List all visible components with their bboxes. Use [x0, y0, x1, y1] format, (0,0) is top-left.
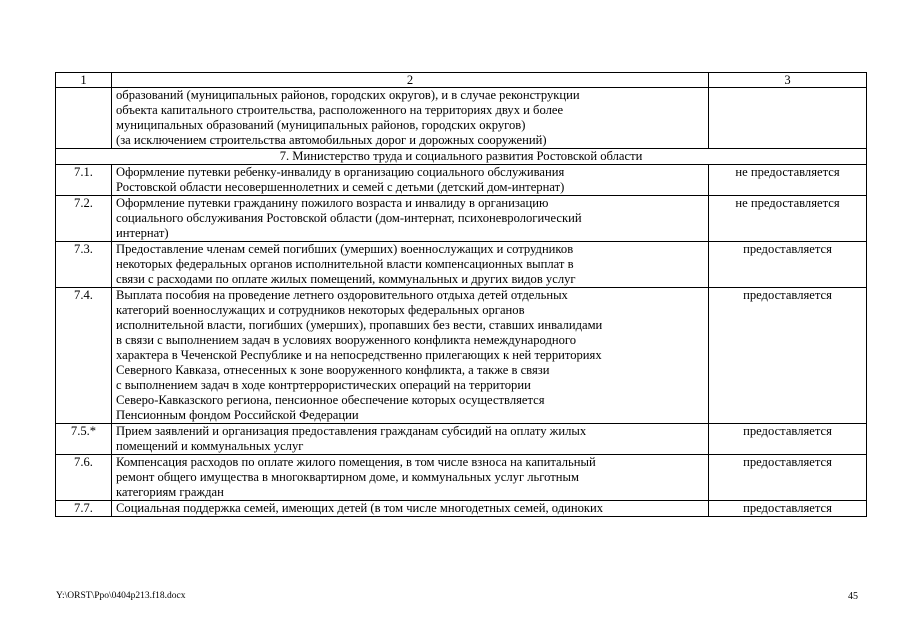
table-row — [56, 165, 867, 196]
continuation-num-cell — [56, 88, 112, 149]
row-text: Социальная поддержка семей, имеющих детей (в том числе многодетных семей, одиноких — [112, 501, 709, 517]
row-text: Предоставление членам семей погибших (умерших) военнослужащих и сотрудников некоторых федеральных органов исполнительной власти компенсационных выплат в связи с расходами по оплате жилых помещений, коммунальных и других видов услуг — [112, 242, 709, 288]
row-number: 7.7. — [56, 501, 112, 517]
row-number: 7.3. — [56, 242, 112, 288]
services-table — [55, 72, 867, 517]
row-status: предоставляется — [709, 424, 867, 455]
row-status: не предоставляется — [709, 165, 867, 196]
table-row — [56, 288, 867, 424]
header-col-1: 1 — [56, 73, 112, 88]
row-number: 7.6. — [56, 455, 112, 501]
row-status: предоставляется — [709, 242, 867, 288]
header-col-2: 2 — [112, 73, 709, 88]
row-text: Оформление путевки гражданину пожилого возраста и инвалиду в организацию социального обслуживания Ростовской области (дом-интернат, психоневрологический интернат) — [112, 196, 709, 242]
row-status: предоставляется — [709, 288, 867, 424]
row-number: 7.5.* — [56, 424, 112, 455]
continuation-text: образований (муниципальных районов, городских округов), и в случае реконструкции объекта капитального строительства, расположенного на территориях двух и более муниципальных образований (муниципальных районов, городских округов) (за исключением строительства автомобильных дорог и дорожных сооружений) — [112, 88, 709, 149]
section-row — [56, 149, 867, 165]
row-text: Выплата пособия на проведение летнего оздоровительного отдыха детей отдельных категорий военнослужащих и сотрудников некоторых федеральных органов исполнительной власти, погибших (умерших), пропавших без вести, ставших инвалидами в связи с выполнением задач в условиях вооруженного конфликта немеждународного характера в Чеченской Республике и на непосредственно прилегающих к ней территориях Северного Кавказа, отнесенных к зоне вооруженного конфликта, а также в связи с выполнением задач в ходе контртеррористических операций на территории Северо-Кавказского региона, пенсионное обеспечение которых осуществляется Пенсионным фондом Российской Федерации — [112, 288, 709, 424]
section-title: 7. Министерство труда и социального развития Ростовской области — [56, 149, 867, 165]
continuation-row — [56, 88, 867, 149]
page-number: 45 — [848, 591, 858, 602]
row-text: Прием заявлений и организация предоставления гражданам субсидий на оплату жилых помещений и коммунальных услуг — [112, 424, 709, 455]
row-number: 7.2. — [56, 196, 112, 242]
footer-file-path: Y:\ORST\Ppo\0404p213.f18.docx — [56, 591, 186, 601]
continuation-status-cell — [709, 88, 867, 149]
table-header-row — [56, 73, 867, 88]
table-row — [56, 196, 867, 242]
row-text: Оформление путевки ребенку-инвалиду в организацию социального обслуживания Ростовской области несовершеннолетних и семей с детьми (детский дом-интернат) — [112, 165, 709, 196]
table-row — [56, 455, 867, 501]
row-number: 7.1. — [56, 165, 112, 196]
table-row — [56, 501, 867, 517]
row-number: 7.4. — [56, 288, 112, 424]
header-col-3: 3 — [709, 73, 867, 88]
row-text: Компенсация расходов по оплате жилого помещения, в том числе взноса на капитальный ремонт общего имущества в многоквартирном доме, и коммунальных услуг льготным категориям граждан — [112, 455, 709, 501]
row-status: предоставляется — [709, 501, 867, 517]
row-status: предоставляется — [709, 455, 867, 501]
table-row — [56, 424, 867, 455]
table-row — [56, 242, 867, 288]
row-status: не предоставляется — [709, 196, 867, 242]
